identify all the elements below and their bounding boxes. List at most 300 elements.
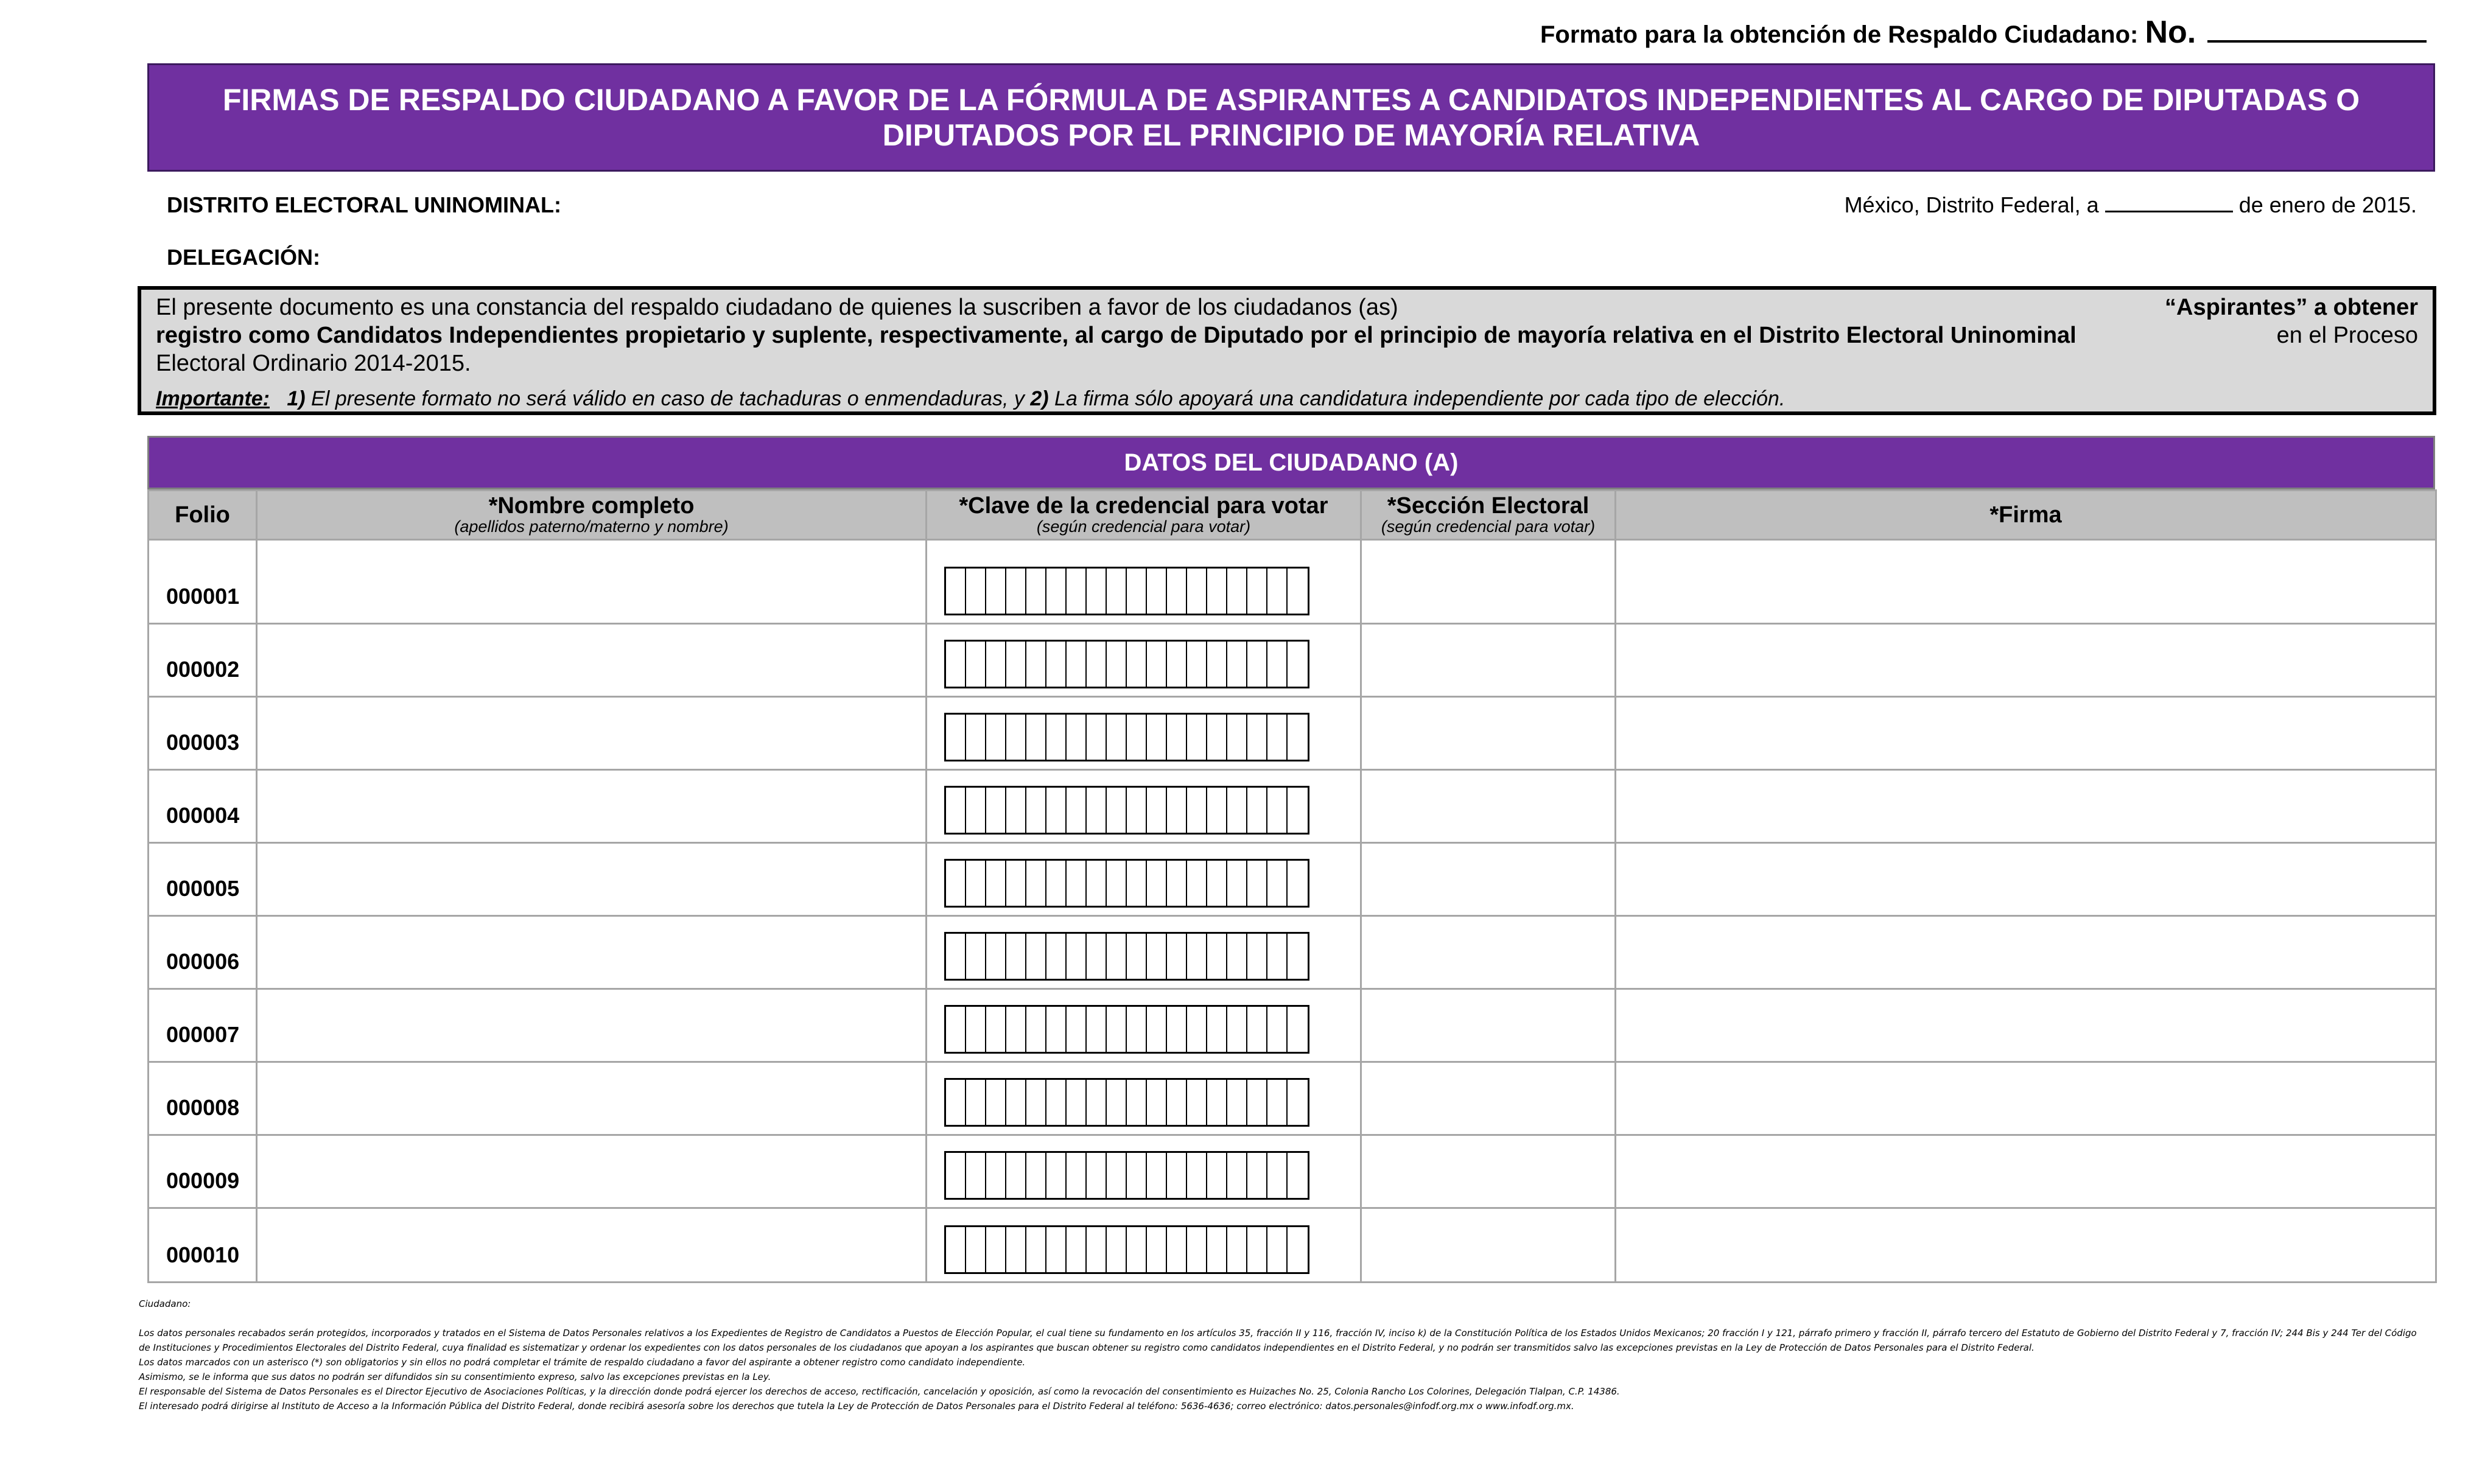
clave-char-box[interactable] <box>1046 715 1067 760</box>
clave-char-box[interactable] <box>966 1080 986 1125</box>
clave-char-box[interactable] <box>966 1227 986 1272</box>
clave-char-box[interactable] <box>1187 1227 1207 1272</box>
footer-paragraph-2: Los datos marcados con un asterisco (*) son obligatorios y sin ellos no podrá completar el trámite de respaldo ciudadano a favor del aspirante a obtener registro como candidato independiente. <box>139 1357 1026 1368</box>
clave-cell <box>927 697 1361 770</box>
clave-char-box[interactable] <box>1107 788 1127 833</box>
clave-char-box[interactable] <box>946 1153 966 1198</box>
col-header-folio: Folio <box>149 491 257 540</box>
table-body <box>149 540 2436 1283</box>
firma-cell[interactable] <box>1616 624 2436 697</box>
date-suffix: de enero de 2015. <box>2238 192 2417 217</box>
clave-char-box[interactable] <box>1107 1227 1127 1272</box>
clave-char-box[interactable] <box>1046 934 1067 979</box>
table-row <box>149 916 2436 989</box>
clave-char-box[interactable] <box>1046 788 1067 833</box>
important-num-2: 2) <box>1030 387 1049 410</box>
nombre-cell[interactable] <box>257 697 927 770</box>
clave-char-box[interactable] <box>1026 788 1046 833</box>
clave-char-box[interactable] <box>1167 788 1187 833</box>
table-row <box>149 540 2436 624</box>
notice-line-1-right: “Aspirantes” a obtener <box>2165 295 2418 320</box>
clave-char-box[interactable] <box>1006 1080 1026 1125</box>
privacy-footer <box>139 1297 2428 1413</box>
clave-char-box[interactable] <box>1187 569 1207 614</box>
clave-char-box[interactable] <box>946 788 966 833</box>
clave-char-box[interactable] <box>1207 569 1227 614</box>
clave-char-box[interactable] <box>1227 1153 1247 1198</box>
firma-cell[interactable] <box>1616 989 2436 1062</box>
col-header-nombre <box>257 491 927 540</box>
clave-char-box[interactable] <box>1167 1007 1187 1052</box>
col-header-clave-label: *Clave de la credencial para votar <box>959 493 1328 519</box>
table-row <box>149 843 2436 916</box>
footer-paragraph-4: El responsable del Sistema de Datos Personales es el Director Ejecutivo de Asociaciones Políticas, y la dirección donde podrá ejercer los derechos de acceso, rectificación, cancelación y oposición, así como la revocación del consentimiento es Huizaches No. 25, Colonia Rancho Los Colorines, Delegación Tlalpan, C.P. 14386. <box>139 1386 1620 1397</box>
seccion-cell[interactable] <box>1361 770 1616 843</box>
clave-char-box[interactable] <box>1187 788 1207 833</box>
clave-char-box[interactable] <box>1026 861 1046 906</box>
clave-char-box[interactable] <box>1288 1080 1308 1125</box>
clave-char-box[interactable] <box>1006 934 1026 979</box>
folio-cell: 000001 <box>149 540 257 624</box>
nombre-cell[interactable] <box>257 843 927 916</box>
clave-char-box[interactable] <box>1147 569 1167 614</box>
clave-char-box[interactable] <box>1247 1153 1267 1198</box>
seccion-cell[interactable] <box>1361 843 1616 916</box>
clave-char-box[interactable] <box>966 642 986 687</box>
clave-char-box[interactable] <box>1187 1007 1207 1052</box>
seccion-cell[interactable] <box>1361 1062 1616 1135</box>
clave-char-box[interactable] <box>986 1007 1006 1052</box>
clave-char-box[interactable] <box>1026 1007 1046 1052</box>
clave-char-box[interactable] <box>946 934 966 979</box>
clave-char-box[interactable] <box>1006 569 1026 614</box>
clave-char-box[interactable] <box>946 1227 966 1272</box>
clave-char-box[interactable] <box>1127 934 1147 979</box>
clave-char-box[interactable] <box>1247 1227 1267 1272</box>
firma-cell[interactable] <box>1616 770 2436 843</box>
clave-char-box[interactable] <box>1127 861 1147 906</box>
clave-char-box[interactable] <box>966 861 986 906</box>
clave-char-box[interactable] <box>1006 1007 1026 1052</box>
clave-char-box[interactable] <box>1087 569 1107 614</box>
col-header-nombre-label: *Nombre completo <box>488 493 695 519</box>
table-row <box>149 1062 2436 1135</box>
clave-char-box[interactable] <box>1147 1080 1167 1125</box>
clave-char-box[interactable] <box>1187 642 1207 687</box>
clave-char-box[interactable] <box>1167 861 1187 906</box>
clave-char-box[interactable] <box>1067 642 1087 687</box>
clave-char-box[interactable] <box>1127 1227 1147 1272</box>
clave-char-box[interactable] <box>986 1080 1006 1125</box>
clave-char-box[interactable] <box>1147 934 1167 979</box>
clave-cell <box>927 770 1361 843</box>
clave-char-box[interactable] <box>1067 861 1087 906</box>
col-header-seccion-sub: (según credencial para votar) <box>1381 517 1596 536</box>
footer-label: Ciudadano: <box>139 1298 191 1309</box>
clave-char-box[interactable] <box>1026 934 1046 979</box>
col-header-firma: *Firma <box>1616 491 2436 540</box>
clave-char-box[interactable] <box>1288 642 1308 687</box>
folio-cell: 000010 <box>149 1208 257 1283</box>
clave-char-box[interactable] <box>1247 788 1267 833</box>
clave-char-boxes <box>944 859 1309 908</box>
section-header <box>147 436 2435 489</box>
clave-char-box[interactable] <box>1167 569 1187 614</box>
notice-line-1-left: El presente documento es una constancia del respaldo ciudadano de quienes la suscriben a favor de los ciudadanos (as) <box>156 295 1398 320</box>
clave-cell <box>927 843 1361 916</box>
clave-char-box[interactable] <box>946 569 966 614</box>
clave-char-box[interactable] <box>1227 642 1247 687</box>
clave-char-box[interactable] <box>1187 715 1207 760</box>
table-row <box>149 1135 2436 1208</box>
clave-char-box[interactable] <box>1247 1007 1267 1052</box>
clave-char-box[interactable] <box>1087 788 1107 833</box>
clave-char-box[interactable] <box>1288 1153 1308 1198</box>
col-header-seccion-label: *Sección Electoral <box>1387 493 1590 519</box>
folio-cell: 000002 <box>149 624 257 697</box>
notice-important <box>156 385 2418 413</box>
clave-char-box[interactable] <box>1046 1007 1067 1052</box>
nombre-cell[interactable] <box>257 540 927 624</box>
clave-char-box[interactable] <box>1288 1227 1308 1272</box>
clave-char-box[interactable] <box>1127 642 1147 687</box>
notice-line-3: Electoral Ordinario 2014-2015. <box>156 351 471 376</box>
clave-char-boxes <box>944 567 1309 615</box>
clave-char-boxes <box>944 1005 1309 1054</box>
clave-char-box[interactable] <box>1147 788 1167 833</box>
clave-char-boxes <box>944 1225 1309 1274</box>
clave-cell <box>927 989 1361 1062</box>
signature-table <box>147 489 2437 1283</box>
clave-char-box[interactable] <box>1067 1153 1087 1198</box>
clave-char-box[interactable] <box>1187 1080 1207 1125</box>
firma-cell[interactable] <box>1616 843 2436 916</box>
clave-char-box[interactable] <box>1207 715 1227 760</box>
clave-char-box[interactable] <box>1147 861 1167 906</box>
clave-char-box[interactable] <box>1267 934 1288 979</box>
footer-paragraph-3: Asimismo, se le informa que sus datos no podrán ser difundidos sin su consentimiento expreso, salvo las excepciones previstas en la Ley. <box>139 1371 771 1382</box>
clave-char-box[interactable] <box>1267 1227 1288 1272</box>
clave-char-boxes <box>944 932 1309 981</box>
seccion-cell[interactable] <box>1361 540 1616 624</box>
footer-paragraph-5: El interesado podrá dirigirse al Instituto de Acceso a la Información Pública del Distrito Federal, donde recibirá asesoría sobre los derechos que tutela la Ley de Protección de Datos Personales para el Distrito Federal al teléfono: 5636-4636; correo electrónico: datos.personales@infodf.org.mx o www.infodf.org.mx. <box>139 1401 1574 1412</box>
clave-char-box[interactable] <box>1127 1007 1147 1052</box>
format-no-blank[interactable] <box>2207 12 2427 43</box>
clave-char-box[interactable] <box>1006 642 1026 687</box>
clave-char-box[interactable] <box>986 1153 1006 1198</box>
clave-char-box[interactable] <box>1147 1153 1167 1198</box>
clave-char-box[interactable] <box>1127 569 1147 614</box>
clave-char-box[interactable] <box>986 1227 1006 1272</box>
format-label: Formato para la obtención de Respaldo Ciudadano: <box>1540 21 2139 48</box>
clave-char-box[interactable] <box>1267 1080 1288 1125</box>
notice-box <box>138 286 2436 415</box>
clave-char-box[interactable] <box>1046 1080 1067 1125</box>
clave-char-box[interactable] <box>1227 1007 1247 1052</box>
clave-char-box[interactable] <box>1227 1227 1247 1272</box>
clave-char-box[interactable] <box>1267 1153 1288 1198</box>
clave-char-box[interactable] <box>986 861 1006 906</box>
clave-char-box[interactable] <box>1067 715 1087 760</box>
clave-char-box[interactable] <box>1026 1153 1046 1198</box>
col-header-clave <box>927 491 1361 540</box>
clave-char-box[interactable] <box>1247 569 1267 614</box>
clave-char-box[interactable] <box>1227 569 1247 614</box>
clave-char-box[interactable] <box>1167 715 1187 760</box>
clave-char-box[interactable] <box>1087 861 1107 906</box>
clave-char-box[interactable] <box>1107 1153 1127 1198</box>
notice-line-2-bold: registro como Candidatos Independientes propietario y suplente, respectivamente, al cargo de Diputado por el principio de mayoría relativa en el Distrito Electoral Uninominal <box>156 323 2077 348</box>
folio-cell: 000005 <box>149 843 257 916</box>
clave-char-box[interactable] <box>986 642 1006 687</box>
col-header-nombre-sub: (apellidos paterno/materno y nombre) <box>454 517 729 536</box>
seccion-cell[interactable] <box>1361 916 1616 989</box>
clave-char-box[interactable] <box>1026 569 1046 614</box>
clave-char-box[interactable] <box>1046 642 1067 687</box>
folio-cell: 000009 <box>149 1135 257 1208</box>
folio-cell: 000008 <box>149 1062 257 1135</box>
clave-char-box[interactable] <box>1107 934 1127 979</box>
clave-char-box[interactable] <box>1167 642 1187 687</box>
clave-char-box[interactable] <box>946 1007 966 1052</box>
table-header-row <box>149 491 2436 540</box>
clave-char-box[interactable] <box>966 715 986 760</box>
clave-char-box[interactable] <box>1207 642 1227 687</box>
clave-char-boxes <box>944 1078 1309 1127</box>
clave-char-box[interactable] <box>1267 569 1288 614</box>
clave-char-box[interactable] <box>1147 715 1167 760</box>
clave-char-box[interactable] <box>1107 642 1127 687</box>
important-num-1: 1) <box>287 387 306 410</box>
clave-char-box[interactable] <box>1267 788 1288 833</box>
clave-char-box[interactable] <box>1127 1153 1147 1198</box>
clave-cell <box>927 540 1361 624</box>
clave-char-box[interactable] <box>1127 715 1147 760</box>
seccion-cell[interactable] <box>1361 697 1616 770</box>
clave-char-box[interactable] <box>1288 715 1308 760</box>
clave-char-box[interactable] <box>986 934 1006 979</box>
nombre-cell[interactable] <box>257 770 927 843</box>
clave-char-box[interactable] <box>1167 1227 1187 1272</box>
clave-char-box[interactable] <box>1127 788 1147 833</box>
clave-char-box[interactable] <box>1046 569 1067 614</box>
clave-char-box[interactable] <box>1247 1080 1267 1125</box>
clave-char-box[interactable] <box>1247 715 1267 760</box>
clave-char-box[interactable] <box>1006 1227 1026 1272</box>
nombre-cell[interactable] <box>257 989 927 1062</box>
clave-char-box[interactable] <box>1207 1153 1227 1198</box>
clave-char-box[interactable] <box>966 569 986 614</box>
clave-char-box[interactable] <box>1026 1080 1046 1125</box>
clave-char-box[interactable] <box>1207 861 1227 906</box>
clave-char-box[interactable] <box>1207 1007 1227 1052</box>
clave-char-box[interactable] <box>1227 934 1247 979</box>
clave-char-box[interactable] <box>1267 715 1288 760</box>
nombre-cell[interactable] <box>257 1135 927 1208</box>
col-header-clave-sub: (según credencial para votar) <box>1036 517 1251 536</box>
folio-cell: 000003 <box>149 697 257 770</box>
clave-cell <box>927 1135 1361 1208</box>
clave-char-box[interactable] <box>1207 934 1227 979</box>
folio-cell: 000007 <box>149 989 257 1062</box>
nombre-cell[interactable] <box>257 624 927 697</box>
table-row <box>149 624 2436 697</box>
table-row <box>149 770 2436 843</box>
clave-char-box[interactable] <box>1167 1153 1187 1198</box>
format-no-label: No. <box>2145 15 2196 50</box>
clave-char-box[interactable] <box>1067 1080 1087 1125</box>
seccion-cell[interactable] <box>1361 1135 1616 1208</box>
clave-char-box[interactable] <box>1288 934 1308 979</box>
clave-char-box[interactable] <box>1247 934 1267 979</box>
clave-char-box[interactable] <box>1107 569 1127 614</box>
clave-char-box[interactable] <box>1187 934 1207 979</box>
district-label: DISTRITO ELECTORAL UNINOMINAL: <box>167 192 561 217</box>
clave-char-box[interactable] <box>1087 1080 1107 1125</box>
folio-cell: 000004 <box>149 770 257 843</box>
seccion-cell[interactable] <box>1361 624 1616 697</box>
clave-char-box[interactable] <box>1207 1227 1227 1272</box>
clave-char-box[interactable] <box>1046 861 1067 906</box>
clave-char-boxes <box>944 713 1309 761</box>
clave-char-box[interactable] <box>946 642 966 687</box>
clave-char-box[interactable] <box>1107 1007 1127 1052</box>
seccion-cell[interactable] <box>1361 1208 1616 1283</box>
nombre-cell[interactable] <box>257 1208 927 1283</box>
notice-line-1 <box>156 293 2418 321</box>
clave-char-box[interactable] <box>1288 569 1308 614</box>
clave-char-box[interactable] <box>1167 934 1187 979</box>
clave-char-box[interactable] <box>1087 1153 1107 1198</box>
clave-char-box[interactable] <box>1288 861 1308 906</box>
clave-char-box[interactable] <box>986 715 1006 760</box>
clave-char-box[interactable] <box>1288 1007 1308 1052</box>
clave-char-box[interactable] <box>1006 715 1026 760</box>
firma-cell[interactable] <box>1616 1135 2436 1208</box>
notice-line-2 <box>156 321 2418 349</box>
col-header-seccion <box>1361 491 1616 540</box>
seccion-cell[interactable] <box>1361 989 1616 1062</box>
clave-char-box[interactable] <box>1087 1007 1107 1052</box>
clave-char-box[interactable] <box>946 1080 966 1125</box>
clave-char-box[interactable] <box>1026 715 1046 760</box>
clave-char-box[interactable] <box>1247 642 1267 687</box>
clave-char-box[interactable] <box>1227 861 1247 906</box>
clave-char-box[interactable] <box>1167 1080 1187 1125</box>
clave-char-box[interactable] <box>1288 788 1308 833</box>
clave-char-box[interactable] <box>1067 1227 1087 1272</box>
clave-char-box[interactable] <box>1267 642 1288 687</box>
firma-cell[interactable] <box>1616 540 2436 624</box>
clave-char-box[interactable] <box>966 934 986 979</box>
clave-char-box[interactable] <box>1067 788 1087 833</box>
folio-cell: 000006 <box>149 916 257 989</box>
important-label: Importante: <box>156 387 270 410</box>
clave-char-box[interactable] <box>1227 788 1247 833</box>
clave-char-boxes <box>944 1151 1309 1200</box>
table-row <box>149 697 2436 770</box>
format-number-line <box>1540 12 2423 51</box>
clave-char-box[interactable] <box>1247 861 1267 906</box>
clave-char-box[interactable] <box>1006 861 1026 906</box>
clave-char-boxes <box>944 786 1309 835</box>
clave-cell <box>927 1208 1361 1283</box>
section-title: DATOS DEL CIUDADANO (A) <box>1124 449 1459 476</box>
clave-char-box[interactable] <box>966 1153 986 1198</box>
clave-cell <box>927 624 1361 697</box>
clave-char-box[interactable] <box>1267 861 1288 906</box>
clave-char-box[interactable] <box>1207 788 1227 833</box>
clave-char-box[interactable] <box>986 788 1006 833</box>
clave-char-box[interactable] <box>1227 715 1247 760</box>
clave-char-box[interactable] <box>1087 934 1107 979</box>
table-row <box>149 1208 2436 1283</box>
clave-char-box[interactable] <box>986 569 1006 614</box>
page-title: FIRMAS DE RESPALDO CIUDADANO A FAVOR DE LA FÓRMULA DE ASPIRANTES A CANDIDATOS INDEPENDIENTES AL CARGO DE DIPUTADAS O DIPUTADOS POR EL PRINCIPIO DE MAYORÍA RELATIVA <box>222 83 2360 152</box>
clave-char-box[interactable] <box>1026 1227 1046 1272</box>
clave-char-box[interactable] <box>1067 934 1087 979</box>
clave-char-box[interactable] <box>1107 1080 1127 1125</box>
clave-char-box[interactable] <box>1087 1227 1107 1272</box>
clave-char-box[interactable] <box>1006 788 1026 833</box>
title-banner <box>147 63 2435 172</box>
clave-char-box[interactable] <box>966 1007 986 1052</box>
delegation-label: DELEGACIÓN: <box>167 245 320 270</box>
clave-char-box[interactable] <box>1046 1153 1067 1198</box>
clave-char-box[interactable] <box>1207 1080 1227 1125</box>
firma-cell[interactable] <box>1616 1062 2436 1135</box>
table-row <box>149 989 2436 1062</box>
clave-char-box[interactable] <box>946 715 966 760</box>
clave-char-box[interactable] <box>1147 642 1167 687</box>
clave-char-box[interactable] <box>1087 715 1107 760</box>
clave-char-box[interactable] <box>1187 1153 1207 1198</box>
clave-char-box[interactable] <box>1107 861 1127 906</box>
clave-char-box[interactable] <box>966 788 986 833</box>
important-text-2: La firma sólo apoyará una candidatura independiente por cada tipo de elección. <box>1054 387 1786 410</box>
signature-table-section <box>147 436 2435 1283</box>
clave-char-box[interactable] <box>1147 1227 1167 1272</box>
date-day-blank[interactable] <box>2105 192 2233 212</box>
clave-char-box[interactable] <box>946 861 966 906</box>
firma-cell[interactable] <box>1616 916 2436 989</box>
clave-char-box[interactable] <box>1107 715 1127 760</box>
clave-char-box[interactable] <box>1227 1080 1247 1125</box>
clave-char-box[interactable] <box>1046 1227 1067 1272</box>
clave-cell <box>927 1062 1361 1135</box>
clave-char-box[interactable] <box>1267 1007 1288 1052</box>
important-text-1: El presente formato no será válido en caso de tachaduras o enmendaduras, y <box>311 387 1025 410</box>
clave-char-box[interactable] <box>1067 569 1087 614</box>
firma-cell[interactable] <box>1616 1208 2436 1283</box>
date-prefix: México, Distrito Federal, a <box>1844 192 2099 217</box>
firma-cell[interactable] <box>1616 697 2436 770</box>
footer-paragraph-1: Los datos personales recabados serán protegidos, incorporados y tratados en el Sistema de Datos Personales relativos a los Expedientes de Registro de Candidatos a Puestos de Elección Popular, el cual tiene su fundamento en los artículos 35, fracción II y 116, fracción IV, inciso k) de la Constitución Política de los Estados Unidos Mexicanos; 20 fracción I y 121, párrafo primero y fracción II, párrafo tercero del Estatuto de Gobierno del Distrito Federal y 7, fracción IV; 244 Bis y 244 Ter del Código de Instituciones y Procedimientos Electorales del Distrito Federal, cuya finalidad es sistematizar y ordenar los expedientes con los datos personales de los ciudadanos que apoyan a los aspirantes que buscan obtener su registro como candidatos independientes en el Distrito Federal, y no podrán ser transmitidos salvo las excepciones previstas en la Ley de Protección de Datos Personales para el Distrito Federal. <box>139 1328 2417 1353</box>
clave-char-box[interactable] <box>1147 1007 1167 1052</box>
clave-char-box[interactable] <box>1026 642 1046 687</box>
clave-char-box[interactable] <box>1187 861 1207 906</box>
nombre-cell[interactable] <box>257 1062 927 1135</box>
clave-cell <box>927 916 1361 989</box>
date-line <box>1814 192 2417 218</box>
clave-char-box[interactable] <box>1006 1153 1026 1198</box>
clave-char-box[interactable] <box>1067 1007 1087 1052</box>
clave-char-box[interactable] <box>1087 642 1107 687</box>
clave-char-boxes <box>944 640 1309 688</box>
notice-line-2-right: en el Proceso <box>2276 323 2418 348</box>
clave-char-box[interactable] <box>1127 1080 1147 1125</box>
nombre-cell[interactable] <box>257 916 927 989</box>
